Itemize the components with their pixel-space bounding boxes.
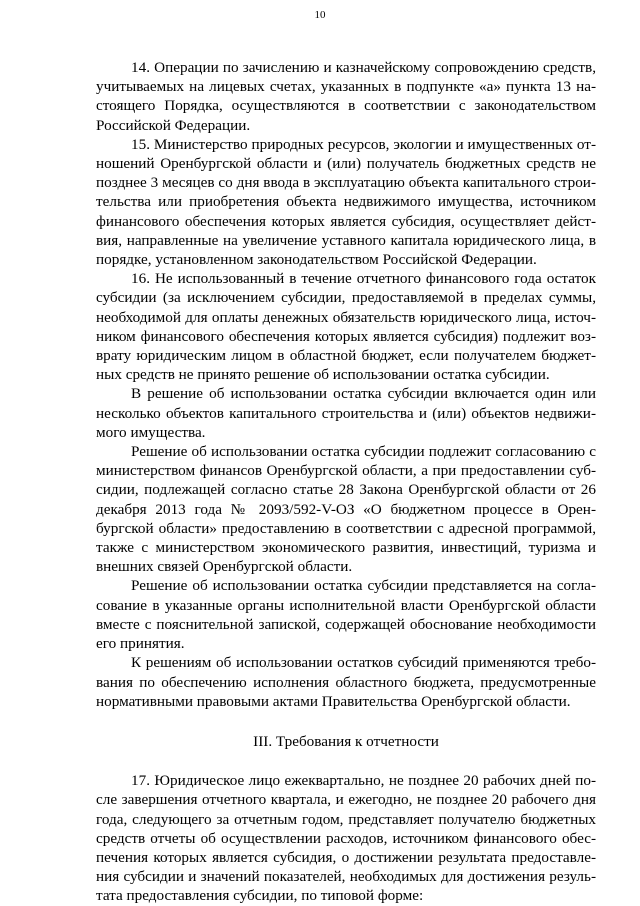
paragraph-17: 17. Юридическое лицо ежеквартально, не позднее 20 рабочих дней после завершения отчетного квартала, и ежегодно, не позднее 20 рабочего дня года, следующего за отчетным годом, представляет получателю бюджетных средств отчеты об осуществлении расходов, источником финансового обеспечения которых является субсидия, о достижении результата предоставления субсидии и значений показателей, необходимых для достижения результата предоставления субсидии, по типовой форме:	[96, 772, 596, 905]
paragraph-16-submission: Решение об использовании остатка субсидии представляется на согласование в указанные органы исполнительной власти Оренбургской области вместе с пояснительной запиской, содержащей обоснование необходимости его принятия.	[96, 577, 596, 653]
paragraph-16-requirements: К решениям об использовании остатков субсидий применяются требования по обеспечению исполнения областного бюджета, предусмотренные нормативными правовыми актами Правительства Оренбургской области.	[96, 654, 596, 710]
page-number: 10	[314, 9, 326, 21]
paragraph-16: 16. Не использованный в течение отчетного финансового года остаток субсидии (за исключением субсидии, предоставляемой в пределах суммы, необходимой для оплаты денежных обязательств юридического лица, источником финансового обеспечения которых является субсидия) подлежит возврату юридическим лицом в областной бюджет, если получателем бюджетных средств не принято решение об использовании остатка субсидии.	[96, 270, 596, 384]
document-body	[96, 58, 596, 906]
paragraph-15: 15. Министерство природных ресурсов, экологии и имущественных отношений Оренбургской области и (или) получатель бюджетных средств не позднее 3 месяцев со дня ввода в эксплуатацию объекта капитального строительства или приобретения объекта недвижимого имущества, источником финансового обеспечения которых является субсидия, осуществляет действия, направленные на увеличение уставного капитала юридического лица, в порядке, установленном законодательством Российской Федерации.	[96, 135, 596, 269]
paragraph-16-approval: Решение об использовании остатка субсидии подлежит согласованию с министерством финансов Оренбургской области, а при предоставлении субсидии, подлежащей согласно статье 28 Закона Оренбургской области от 26 декабря 2013 года № 2093/592-V-ОЗ «О бюджетном процессе в Оренбургской области» предоставлению в соответствии с адресной программой, также с министерством экономического развития, инвестиций, туризма и внешних связей Оренбургской области.	[96, 443, 596, 576]
paragraph-14: 14. Операции по зачислению и казначейскому сопровождению средств, учитываемых на лицевых счетах, указанных в подпункте «а» пункта 13 настоящего Порядка, осуществляются в соответствии с законодательством Российской Федерации.	[96, 59, 596, 134]
paragraph-16-objects: В решение об использовании остатка субсидии включается один или несколько объектов капитального строительства и (или) объектов недвижимого имущества.	[96, 385, 596, 441]
section-heading: III. Требования к отчетности	[253, 732, 439, 750]
